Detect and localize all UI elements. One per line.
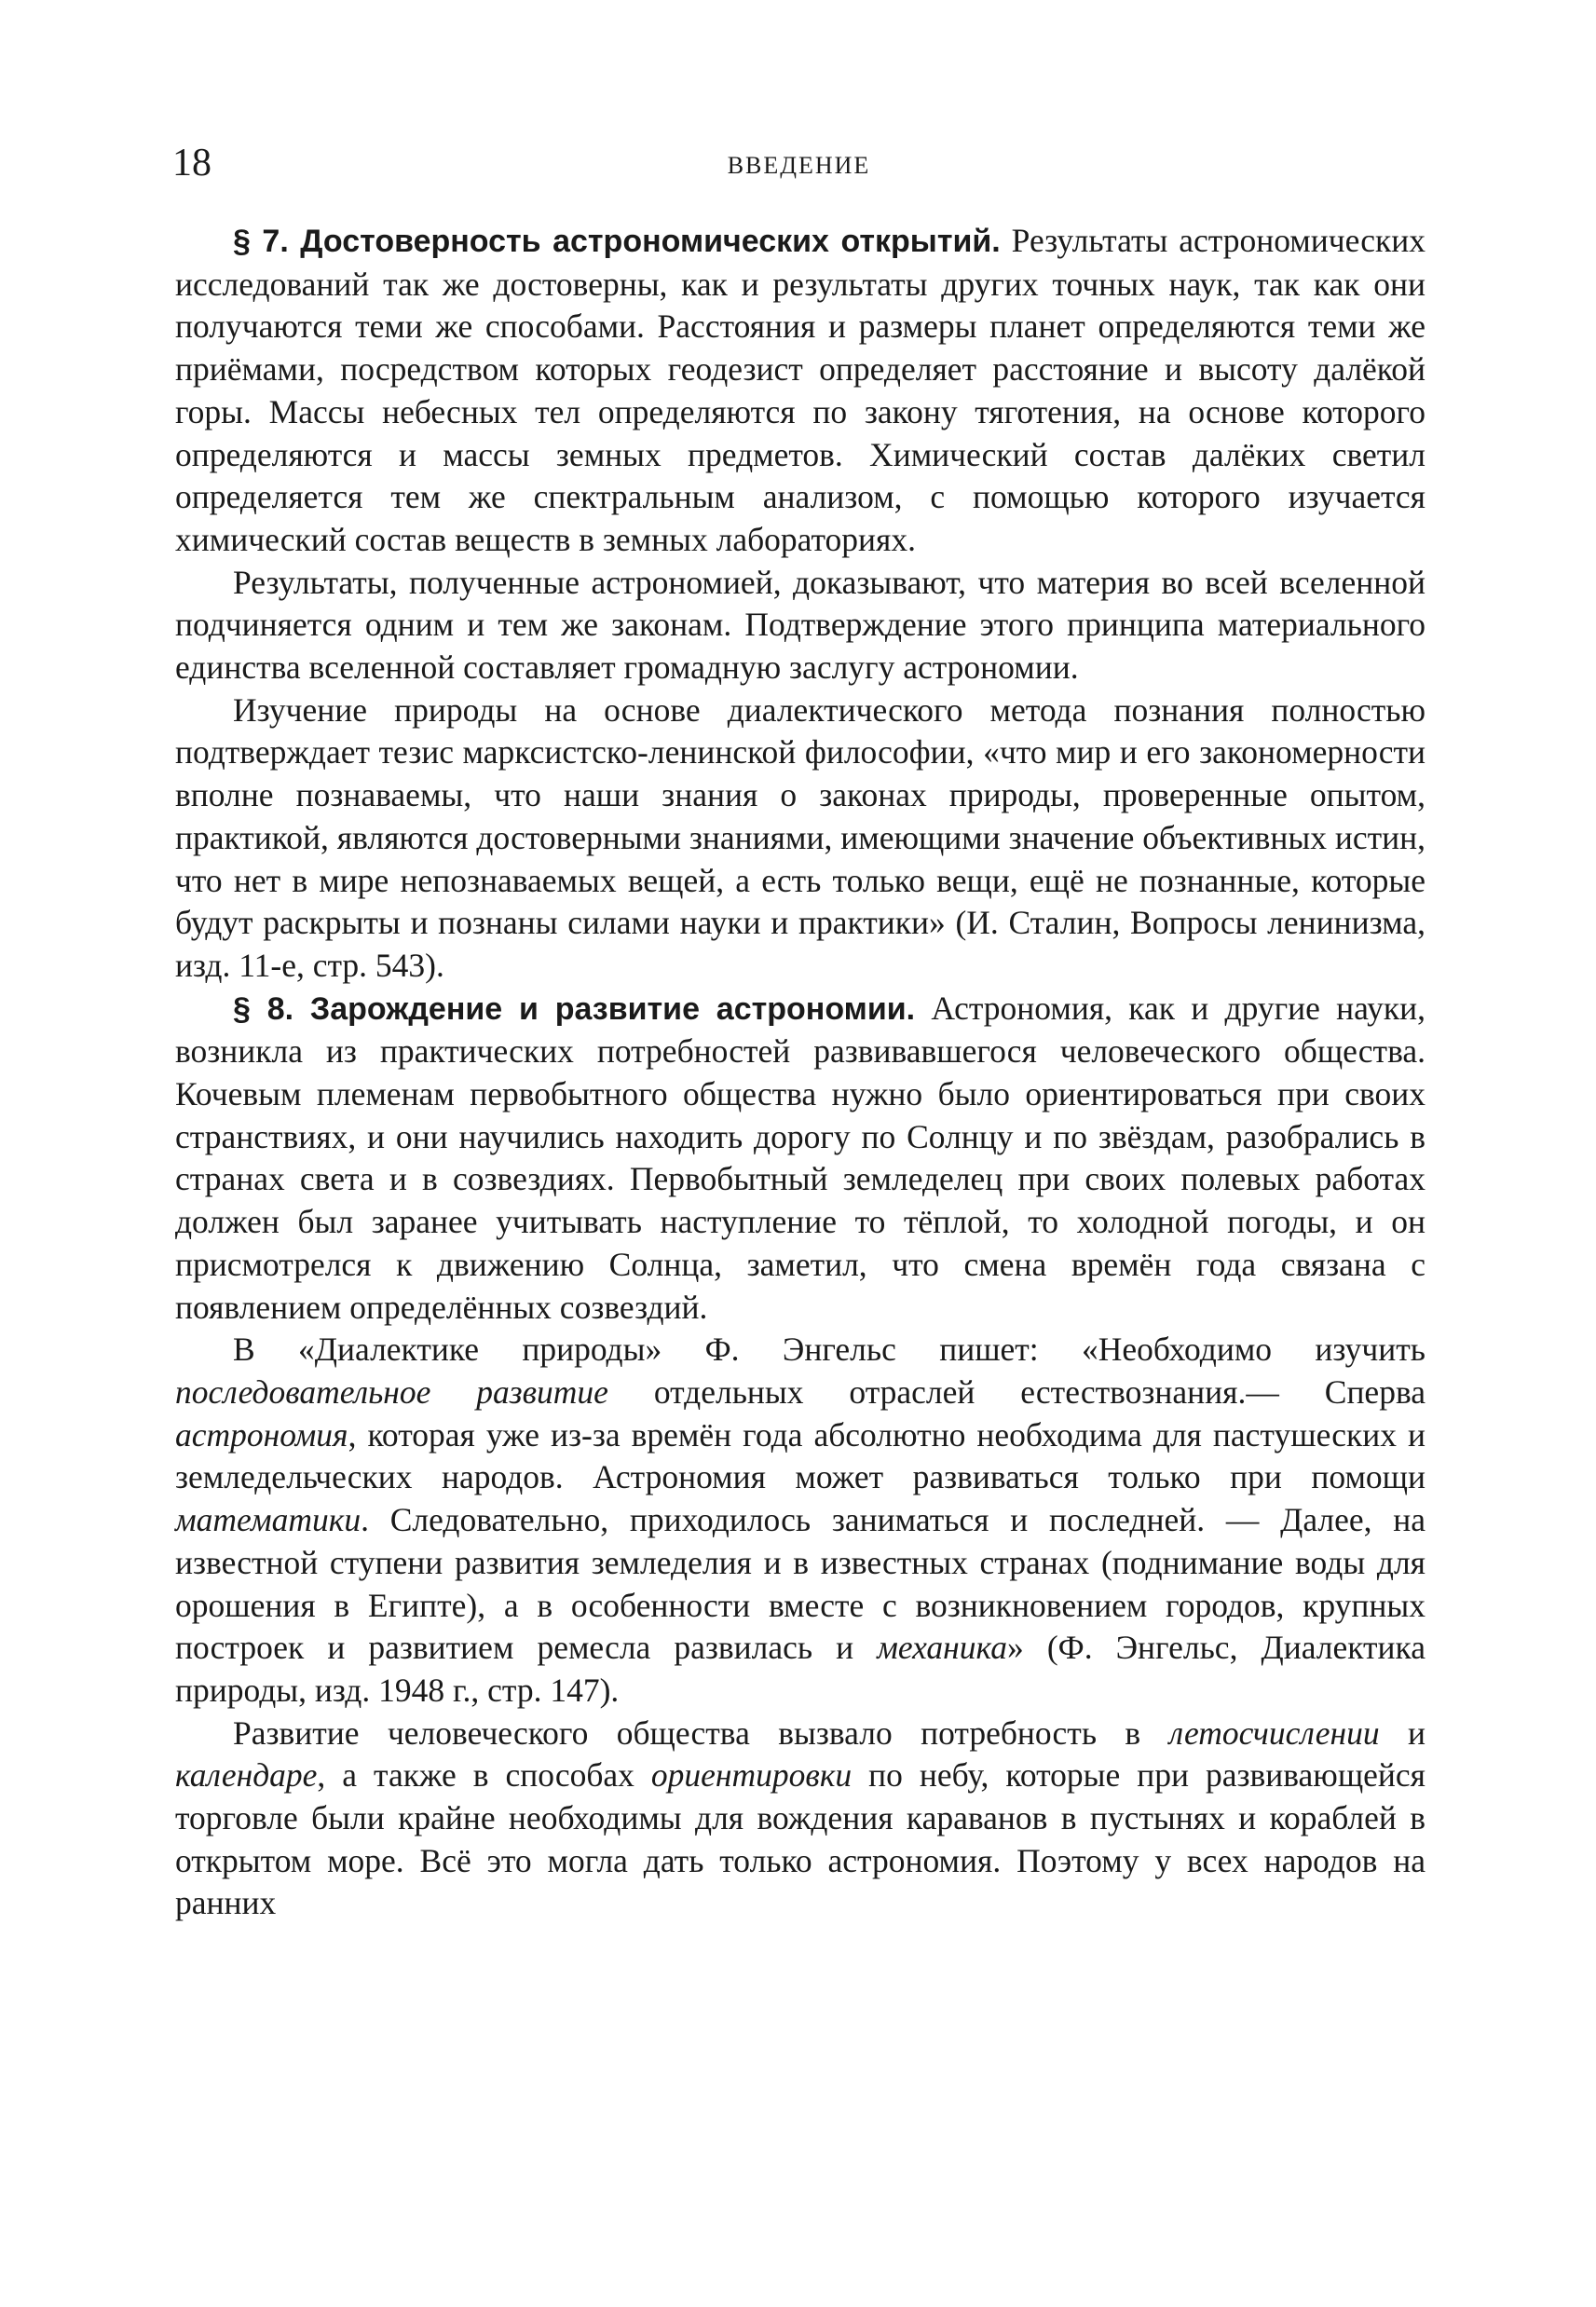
engels-quote-citation: » (Ф. Энгельс, Диалектика природы, изд. 1948 г., стр. 147). <box>175 1629 1426 1709</box>
emphasis-sequential-development: последовательное развитие <box>175 1372 608 1411</box>
section-7-paragraph-2: Результаты, полученные астрономией, доказывают, что материя во всей вселенной подчиняется одним и тем же законам. Подтверждение этого принципа материального единства вселенной составляет громадную заслугу астрономии. <box>175 563 1425 687</box>
engels-quote-part-b: отдельных отраслей естествознания.— Сперва <box>607 1372 1425 1411</box>
page-number: 18 <box>172 142 211 184</box>
paragraph-text-c: , а также в способах <box>317 1756 651 1795</box>
section-7-title: § 7. Достоверность астрономических открытий. <box>233 224 1001 259</box>
section-7-paragraph-1-text: Результаты астрономических исследований так же достоверны, как и результаты других точных наук, так как они получаются теми же способами. Расстояния и размеры планет определяются теми же приёмами, посредством которых геодезист определяет расстояние и высоту далёкой горы. Массы небесных тел определяются по закону тяготения, на основе которого определяются и массы земных предметов. Химический состав далёких светил определяется тем же спектральным анализом, с помощью которого изучается химический состав веществ в земных лабораториях. <box>175 222 1425 558</box>
engels-quote-part-d: . Следовательно, приходилось заниматься и последней. — Далее, на известной ступени развития земледелия и в известных странах (поднимание воды для орошения в Египте), а в особенности вместе с возникновением городов, крупных построек и развитием ремесла развилась и <box>175 1501 1425 1667</box>
engels-quote-intro: В «Диалектике природы» Ф. Энгельс пишет: «Необходимо изучить <box>233 1331 1425 1369</box>
running-head: ВВЕДЕНИЕ <box>727 152 871 179</box>
engels-quote-part-c: , которая уже из-за времён года абсолютно необходима для пастушеских и земледельческих народов. Астрономия может развиваться только при помощи <box>175 1415 1425 1496</box>
section-8-paragraph-1 <box>175 988 1425 1330</box>
section-7-paragraph-1 <box>175 220 1425 562</box>
body-text <box>175 220 1425 1925</box>
section-8-title: § 8. Зарождение и развитие астрономии. <box>233 990 916 1027</box>
section-8-paragraph-3 <box>175 1713 1425 1926</box>
emphasis-mechanics: механика <box>877 1629 1008 1667</box>
emphasis-mathematics: математики <box>175 1501 361 1539</box>
section-8-paragraph-1-text: Астрономия, как и другие науки, возникла из практических потребностей развивавшегося человеческого общества. Кочевым племенам первобытного общества нужно было ориентироваться при своих странствиях, и они научились находить дорогу по Солнцу и по звёздам, разобрались в странах света и в созвездиях. Первобытный земледелец при своих полевых работах должен был заранее учитывать наступление то тёплой, то холодной погоды, и он присмотрелся к движению Солнца, заметил, что смена времён года связана с появлением определённых созвездий. <box>175 989 1425 1326</box>
section-7-paragraph-3: Изучение природы на основе диалектического метода познания полностью подтверждает тезис марксистско-ленинской философии, «что мир и его закономерности вполне познаваемы, что наши знания о законах природы, проверенные опытом, практикой, являются достоверными знаниями, имеющими значение объективных истин, что нет в мире непознаваемых вещей, а есть только вещи, ещё не познанные, которые будут раскрыты и познаны силами науки и практики» (И. Сталин, Вопросы ленинизма, изд. 11-е, стр. 543). <box>175 690 1425 984</box>
section-8-paragraph-2 <box>175 1329 1425 1712</box>
emphasis-chronology: летосчислении <box>1168 1713 1380 1752</box>
emphasis-orientation: ориентировки <box>650 1756 853 1795</box>
page-header <box>172 140 1425 186</box>
paragraph-text-b: и <box>1379 1713 1425 1752</box>
emphasis-calendar: календаре <box>175 1756 318 1795</box>
paragraph-text-a: Развитие человеческого общества вызвало потребность в <box>233 1713 1169 1752</box>
emphasis-astronomy: астрономия <box>175 1415 348 1454</box>
paragraph-text-d: по небу, которые при развивающейся торговле были крайне необходимы для вождения караванов в пустынях и кораблей в открытом море. Всё это могла дать только астрономия. Поэтому у всех народов на ранних <box>175 1756 1425 1922</box>
